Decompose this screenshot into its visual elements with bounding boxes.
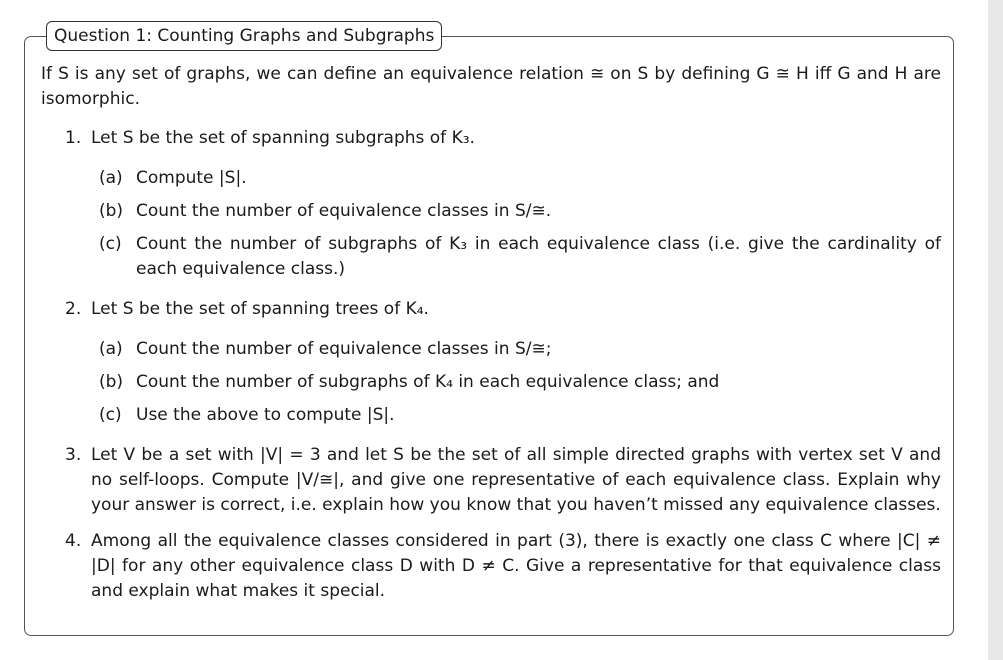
sub-question-number: (c) (99, 405, 122, 425)
sub-question-number: (c) (99, 234, 122, 254)
scrollbar[interactable] (988, 0, 1003, 660)
sub-question (41, 232, 941, 282)
question-number: 3. (65, 445, 82, 465)
question-title: Question 1: Counting Graphs and Subgraphs (46, 21, 442, 51)
sub-question-text: Compute |S|. (136, 168, 247, 188)
question-item (41, 529, 941, 604)
question-content (41, 62, 941, 604)
sub-question-text: Count the number of equivalence classes in S/≅. (136, 201, 552, 221)
sub-question-number: (a) (99, 168, 123, 188)
sub-question (41, 199, 941, 224)
sub-question-text: Use the above to compute |S|. (136, 405, 395, 425)
question-item (41, 126, 941, 151)
sub-question (41, 337, 941, 362)
question-text: Let S be the set of spanning trees of K₄. (91, 299, 429, 319)
sub-question-text: Count the number of subgraphs of K₄ in each equivalence class; and (136, 372, 720, 392)
sub-question (41, 166, 941, 191)
sub-question (41, 403, 941, 428)
question-number: 2. (65, 299, 82, 319)
question-number: 1. (65, 128, 82, 148)
sub-question-number: (a) (99, 339, 123, 359)
sub-question-number: (b) (99, 201, 124, 221)
sub-question-text: Count the number of subgraphs of K₃ in each equivalence class (i.e. give the cardinality of each equivalence class.) (136, 234, 941, 279)
sub-question-text: Count the number of equivalence classes in S/≅; (136, 339, 552, 359)
question-item (41, 297, 941, 322)
question-number: 4. (65, 531, 82, 551)
question-text: Among all the equivalence classes considered in part (3), there is exactly one class C where |C| ≠ |D| for any other equivalence class D with D ≠ C. Give a representative for that equivalence class and explain what makes it special. (91, 531, 941, 601)
sub-question-number: (b) (99, 372, 124, 392)
question-text: Let V be a set with |V| = 3 and let S be the set of all simple directed graphs with vertex set V and no self-loops. Compute |V/≅|, and give one representative of each equivalence class. Explain why your answer is correct, i.e. explain how you know that you haven’t missed any equivalence classes. (91, 445, 941, 515)
intro-text: If S is any set of graphs, we can define an equivalence relation ≅ on S by defining G ≅ H iff G and H are isomorphic. (41, 64, 941, 109)
question-text: Let S be the set of spanning subgraphs of K₃. (91, 128, 475, 148)
question-item (41, 443, 941, 518)
sub-question (41, 370, 941, 395)
